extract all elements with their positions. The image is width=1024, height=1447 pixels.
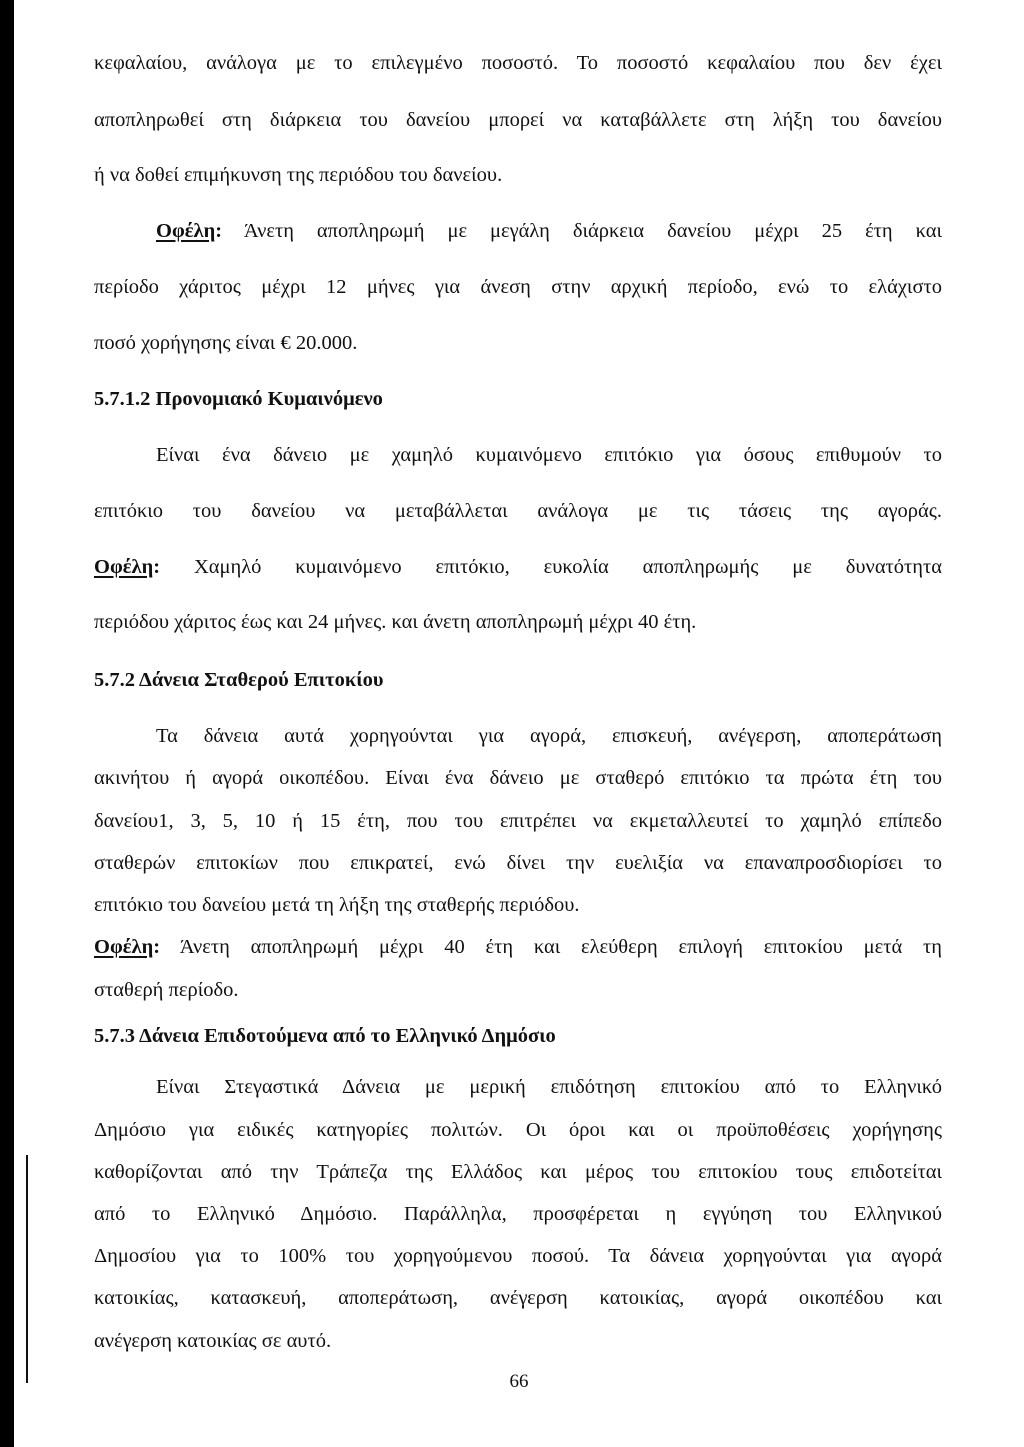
benefits-colon: : (153, 936, 161, 958)
text-line: σταθερή περίοδο. (94, 979, 239, 1001)
text-line: από το Ελληνικό Δημόσιο. Παράλληλα, προσφέρεται η εγγύηση του Ελληνικού (94, 1203, 942, 1225)
benefits-label: Οφέλη (156, 220, 216, 242)
section-heading: 5.7.2 Δάνεια Σταθερού Επιτοκίου (94, 669, 384, 691)
text-line: Δημόσιο για ειδικές κατηγορίες πολιτών. Οι όροι και οι προϋποθέσεις χορήγησης (94, 1119, 942, 1141)
margin-line (26, 1155, 28, 1383)
text-line: επιτόκιο του δανείου να μεταβάλλεται ανάλογα με τις τάσεις της αγοράς. (94, 500, 942, 522)
text-line: αποπληρωθεί στη διάρκεια του δανείου μπορεί να καταβάλλετε στη λήξη του δανείου (94, 109, 942, 131)
text-line: περιόδου χάριτος έως και 24 μήνες. και άνετη αποπληρωμή μέχρι 40 έτη. (94, 611, 697, 633)
text-line: Δημοσίου για το 100% του χορηγούμενου ποσού. Τα δάνεια χορηγούνται για αγορά (94, 1245, 942, 1267)
text-line: καθορίζονται από την Τράπεζα της Ελλάδος και μέρος του επιτοκίου τους επιδοτείται (94, 1161, 942, 1183)
benefits-text: Άνετη αποπληρωμή μέχρι 40 έτη και ελεύθερη επιλογή επιτοκίου μετά τη (160, 936, 942, 958)
text-line: περίοδο χάριτος μέχρι 12 μήνες για άνεση στην αρχική περίοδο, ενώ το ελάχιστο (94, 276, 942, 298)
text-line: σταθερών επιτοκίων που επικρατεί, ενώ δίνει την ευελιξία να επαναπροσδιορίσει το (94, 852, 942, 874)
text-line: κεφαλαίου, ανάλογα με το επιλεγμένο ποσοστό. Το ποσοστό κεφαλαίου που δεν έχει (94, 52, 942, 74)
text-line: Είναι ένα δάνειο με χαμηλό κυμαινόμενο επιτόκιο για όσους επιθυμούν το (156, 444, 942, 466)
benefits-text: Χαμηλό κυμαινόμενο επιτόκιο, ευκολία αποπληρωμής με δυνατότητα (160, 556, 942, 578)
text-line: ακινήτου ή αγορά οικοπέδου. Είναι ένα δάνειο με σταθερό επιτόκιο τα πρώτα έτη του (94, 767, 942, 789)
benefits-colon: : (215, 220, 223, 242)
text-line: ανέγερση κατοικίας σε αυτό. (94, 1330, 332, 1352)
benefits-label: Οφέλη (94, 936, 154, 958)
benefits-line (94, 932, 942, 962)
text-line: Είναι Στεγαστικά Δάνεια με μερική επιδότηση επιτοκίου από το Ελληνικό (156, 1076, 942, 1098)
text-line: κατοικίας, κατασκευή, αποπεράτωση, ανέγερση κατοικίας, αγορά οικοπέδου και (94, 1287, 942, 1309)
benefits-colon: : (153, 556, 161, 578)
text-line: ή να δοθεί επιμήκυνση της περιόδου του δανείου. (94, 164, 503, 186)
text-line: Τα δάνεια αυτά χορηγούνται για αγορά, επισκευή, ανέγερση, αποπεράτωση (156, 725, 942, 747)
section-heading: 5.7.1.2 Προνομιακό Κυμαινόμενο (94, 388, 383, 410)
page-number: 66 (509, 1371, 529, 1392)
text-line: δανείου1, 3, 5, 10 ή 15 έτη, που του επιτρέπει να εκμεταλλευτεί το χαμηλό επίπεδο (94, 810, 942, 832)
benefits-line (156, 216, 942, 246)
text-line: ποσό χορήγησης είναι € 20.000. (94, 332, 358, 354)
text-line: επιτόκιο του δανείου μετά τη λήξη της σταθερής περιόδου. (94, 894, 580, 916)
benefits-label: Οφέλη (94, 556, 154, 578)
document-page (14, 0, 1024, 1447)
section-heading: 5.7.3 Δάνεια Επιδοτούμενα από το Ελληνικό Δημόσιο (94, 1025, 556, 1047)
benefits-line (94, 552, 942, 582)
benefits-text: Άνετη αποπληρωμή με μεγάλη διάρκεια δανείου μέχρι 25 έτη και (222, 220, 942, 242)
